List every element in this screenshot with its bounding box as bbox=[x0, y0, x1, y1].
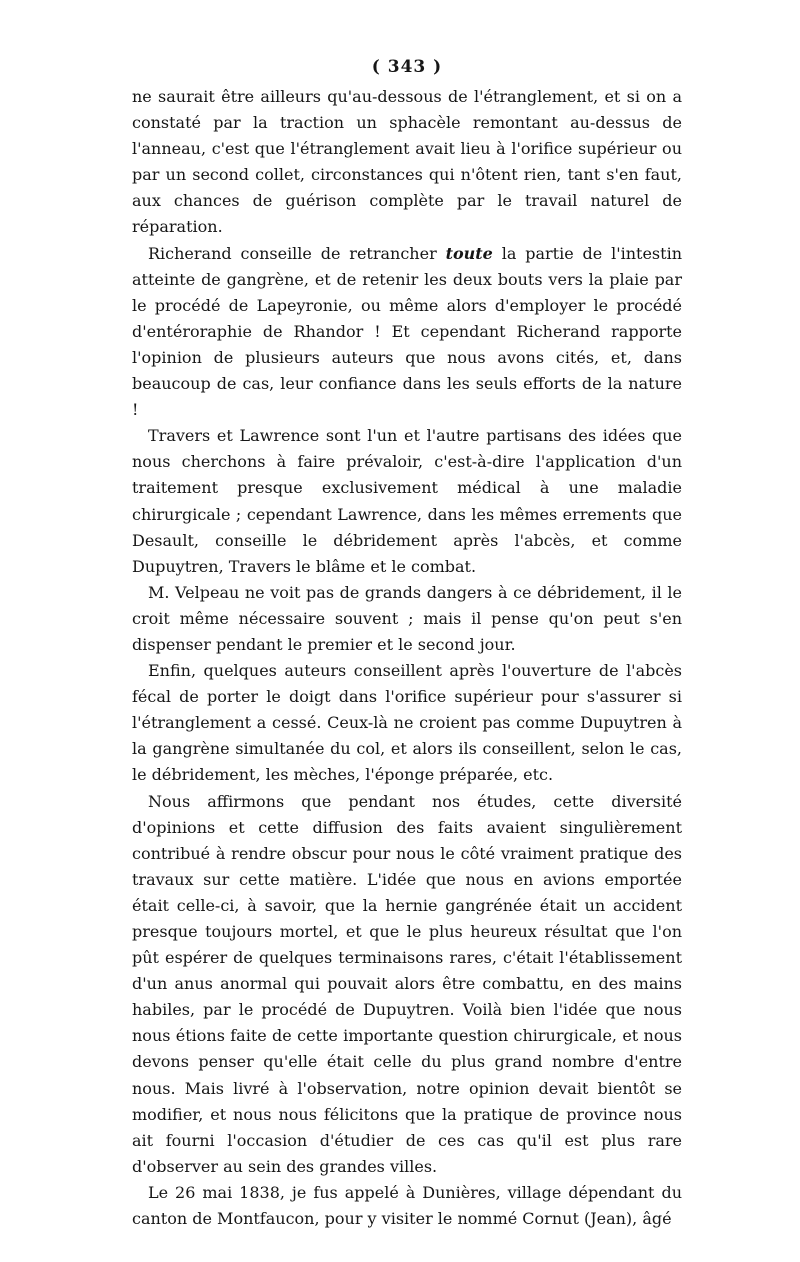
paragraph-6: Nous affirmons que pendant nos études, cette diversité d'opinions et cette diffusion des faits avaient singulièrement contribué à rendre obscur pour nous le côté vraiment pratique des travaux sur cette matière. L'idée que nous en avions emportée était celle-ci, à savoir, que la hernie gangrénée était un accident presque toujours mortel, et que le plus heureux résultat que l'on pût espérer de quelques terminaisons rares, c'était l'établissement d'un anus anormal qui pouvait alors être combattu, en des mains habiles, par le procédé de Dupuytren. Voilà bien l'idée que nous nous étions faite de cette importante question chirurgicale, et nous devons penser qu'elle était celle du plus grand nombre d'entre nous. Mais livré à l'observation, notre opinion devait bientôt se modifier, et nous nous félicitons que la pratique de province nous ait fourni l'occasion d'étudier de ces cas qu'il est plus rare d'observer au sein des grandes villes. bbox=[132, 791, 682, 1176]
paragraph-5: Enfin, quelques auteurs conseillent après l'ouverture de l'abcès fécal de porter le doigt dans l'orifice supérieur pour s'assurer si l'étranglement a cessé. Ceux-là ne croient pas comme Dupuytren à la gangrène simultanée du col, et alors ils conseillent, selon le cas, le débridement, les mèches, l'éponge préparée, etc. bbox=[132, 661, 682, 785]
emphasized-word: toute bbox=[445, 243, 493, 263]
paragraph-7: Le 26 mai 1838, je fus appelé à Dunières, village dépendant du canton de Montfaucon, pour y visiter le nommé Cornut (Jean), âgé bbox=[132, 1182, 682, 1229]
paragraph-2-start: Richerand conseille de retrancher bbox=[148, 243, 446, 263]
paragraph-3: Travers et Lawrence sont l'un et l'autre partisans des idées que nous cherchons à faire prévaloir, c'est-à-dire l'application d'un traitement presque exclusivement médical à une maladie chirurgicale ; cependant Lawrence, dans les mêmes errements que Desault, conseille le débridement après l'abcès, et comme Dupuytren, Travers le blâme et le combat. bbox=[132, 426, 682, 576]
paragraph-1: ne saurait être ailleurs qu'au-dessous de l'étranglement, et si on a constaté par la traction un sphacèle remontant au-dessus de l'anneau, c'est que l'étranglement avait lieu à l'orifice supérieur ou par un second collet, circonstances qui n'ôtent rien, tant s'en faut, aux chances de guérison complète par le travail naturel de réparation. bbox=[132, 87, 682, 237]
paragraph-2 bbox=[132, 241, 682, 424]
page-number: ( 343 ) bbox=[371, 57, 443, 77]
paragraph-4: M. Velpeau ne voit pas de grands dangers à ce débridement, il le croit même nécessaire souvent ; mais il pense qu'on peut s'en dispenser pendant le premier et le second jour. bbox=[132, 582, 682, 654]
book-page bbox=[132, 56, 682, 1229]
paragraph-2-end: la partie de l'intestin atteinte de gangrène, et de retenir les deux bouts vers la plaie par le procédé de Lapeyronie, ou même alors d'employer le procédé d'entéroraphie de Rhandor ! Et cependant Richerand rapporte l'opinion de plusieurs auteurs que nous avons cités, et, dans beaucoup de cas, leur confiance dans les seuls efforts de la nature ! bbox=[132, 243, 682, 420]
